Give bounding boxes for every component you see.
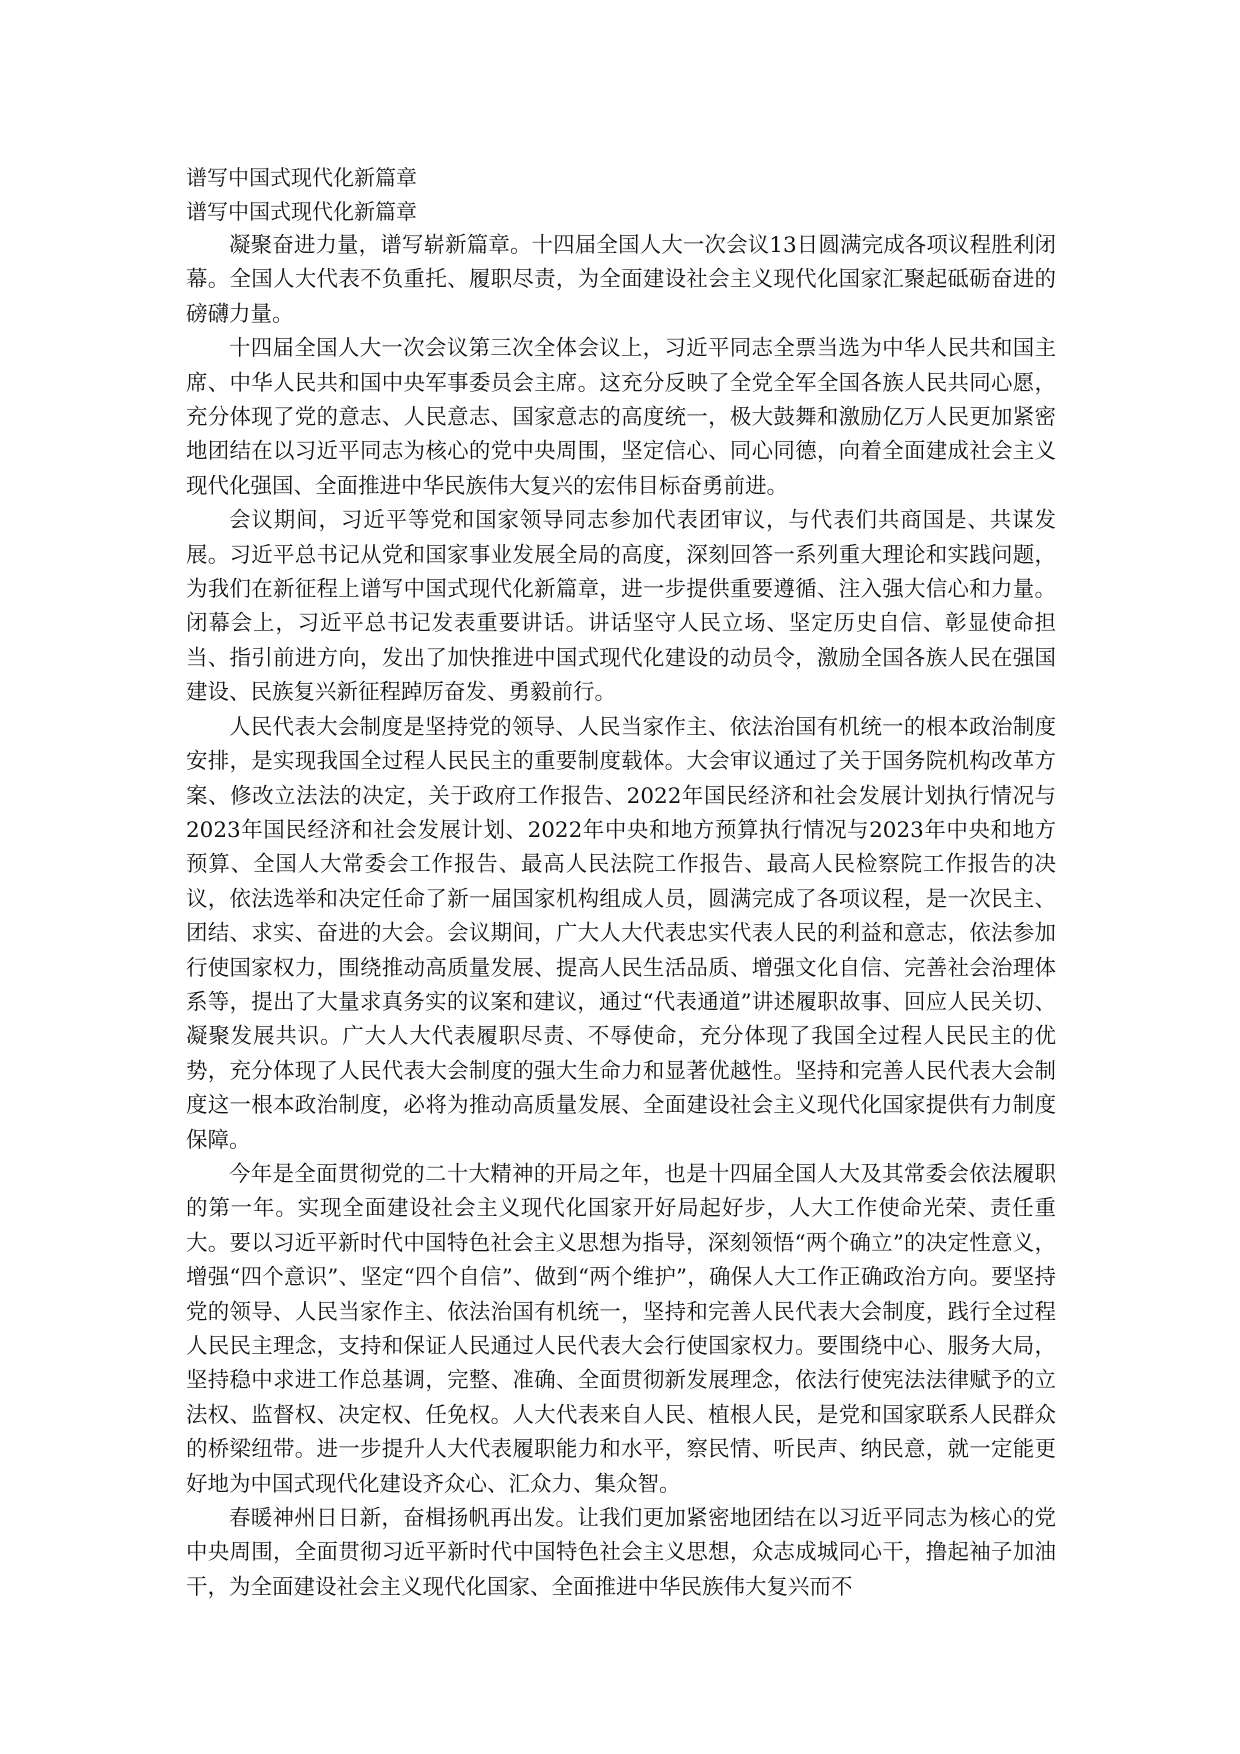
paragraph-1: 凝聚奋进力量，谱写崭新篇章。十四届全国人大一次会议13日圆满完成各项议程胜利闭幕。全国人大代表不负重托、履职尽责，为全面建设社会主义现代化国家汇聚起砥砺奋进的磅礴力量。: [186, 233, 1056, 327]
document-subtitle: 谱写中国式现代化新篇章: [186, 200, 417, 224]
paragraph-3: 会议期间，习近平等党和国家领导同志参加代表团审议，与代表们共商国是、共谋发展。习近平总书记从党和国家事业发展全局的高度，深刻回答一系列重大理论和实践问题，为我们在新征程上谱写中国式现代化新篇章，进一步提供重要遵循、注入强大信心和力量。闭幕会上，习近平总书记发表重要讲话。讲话坚守人民立场、坚定历史自信、彰显使命担当、指引前进方向，发出了加快推进中国式现代化建设的动员令，激励全国各族人民在强国建设、民族复兴新征程踔厉奋发、勇毅前行。: [186, 508, 1056, 706]
paragraph-5: 今年是全面贯彻党的二十大精神的开局之年，也是十四届全国人大及其常委会依法履职的第一年。实现全面建设社会主义现代化国家开好局起好步，人大工作使命光荣、责任重大。要以习近平新时代中国特色社会主义思想为指导，深刻领悟“两个确立”的决定性意义，增强“四个意识”、坚定“四个自信”、做到“两个维护”，确保人大工作正确政治方向。要坚持党的领导、人民当家作主、依法治国有机统一，坚持和完善人民代表大会制度，践行全过程人民民主理念，支持和保证人民通过人民代表大会行使国家权力。要围绕中心、服务大局，坚持稳中求进工作总基调，完整、准确、全面贯彻新发展理念，依法行使宪法法律赋予的立法权、监督权、决定权、任免权。人大代表来自人民、植根人民，是党和国家联系人民群众的桥梁纽带。进一步提升人大代表履职能力和水平，察民情、听民声、纳民意，就一定能更好地为中国式现代化建设齐众心、汇众力、集众智。: [186, 1161, 1056, 1497]
paragraph-6: 春暖神州日日新，奋楫扬帆再出发。让我们更加紧密地团结在以习近平同志为核心的党中央周围，全面贯彻习近平新时代中国特色社会主义思想，众志成城同心干，撸起袖子加油干，为全面建设社会主义现代化国家、全面推进中华民族伟大复兴而不: [186, 1506, 1056, 1600]
document-title: 谱写中国式现代化新篇章: [186, 166, 417, 190]
paragraph-4: 人民代表大会制度是坚持党的领导、人民当家作主、依法治国有机统一的根本政治制度安排，是实现我国全过程人民民主的重要制度载体。大会审议通过了关于国务院机构改革方案、修改立法法的决定，关于政府工作报告、2022年国民经济和社会发展计划执行情况与2023年国民经济和社会发展计划、2022年中央和地方预算执行情况与2023年中央和地方预算、全国人大常委会工作报告、最高人民法院工作报告、最高人民检察院工作报告的决议，依法选举和决定任命了新一届国家机构组成人员，圆满完成了各项议程，是一次民主、团结、求实、奋进的大会。会议期间，广大人大代表忠实代表人民的利益和意志，依法参加行使国家权力，围绕推动高质量发展、提高人民生活品质、增强文化自信、完善社会治理体系等，提出了大量求真务实的议案和建议，通过“代表通道”讲述履职故事、回应人民关切、凝聚发展共识。广大人大代表履职尽责、不辱使命，充分体现了我国全过程人民民主的优势，充分体现了人民代表大会制度的强大生命力和显著优越性。坚持和完善人民代表大会制度这一根本政治制度，必将为推动高质量发展、全面建设社会主义现代化国家提供有力制度保障。: [186, 714, 1056, 1153]
document-page: [186, 161, 1056, 1605]
paragraph-2: 十四届全国人大一次会议第三次全体会议上，习近平同志全票当选为中华人民共和国主席、中华人民共和国中央军事委员会主席。这充分反映了全党全军全国各族人民共同心愿，充分体现了党的意志、人民意志、国家意志的高度统一，极大鼓舞和激励亿万人民更加紧密地团结在以习近平同志为核心的党中央周围，坚定信心、同心同德，向着全面建成社会主义现代化强国、全面推进中华民族伟大复兴的宏伟目标奋勇前进。: [186, 336, 1056, 499]
